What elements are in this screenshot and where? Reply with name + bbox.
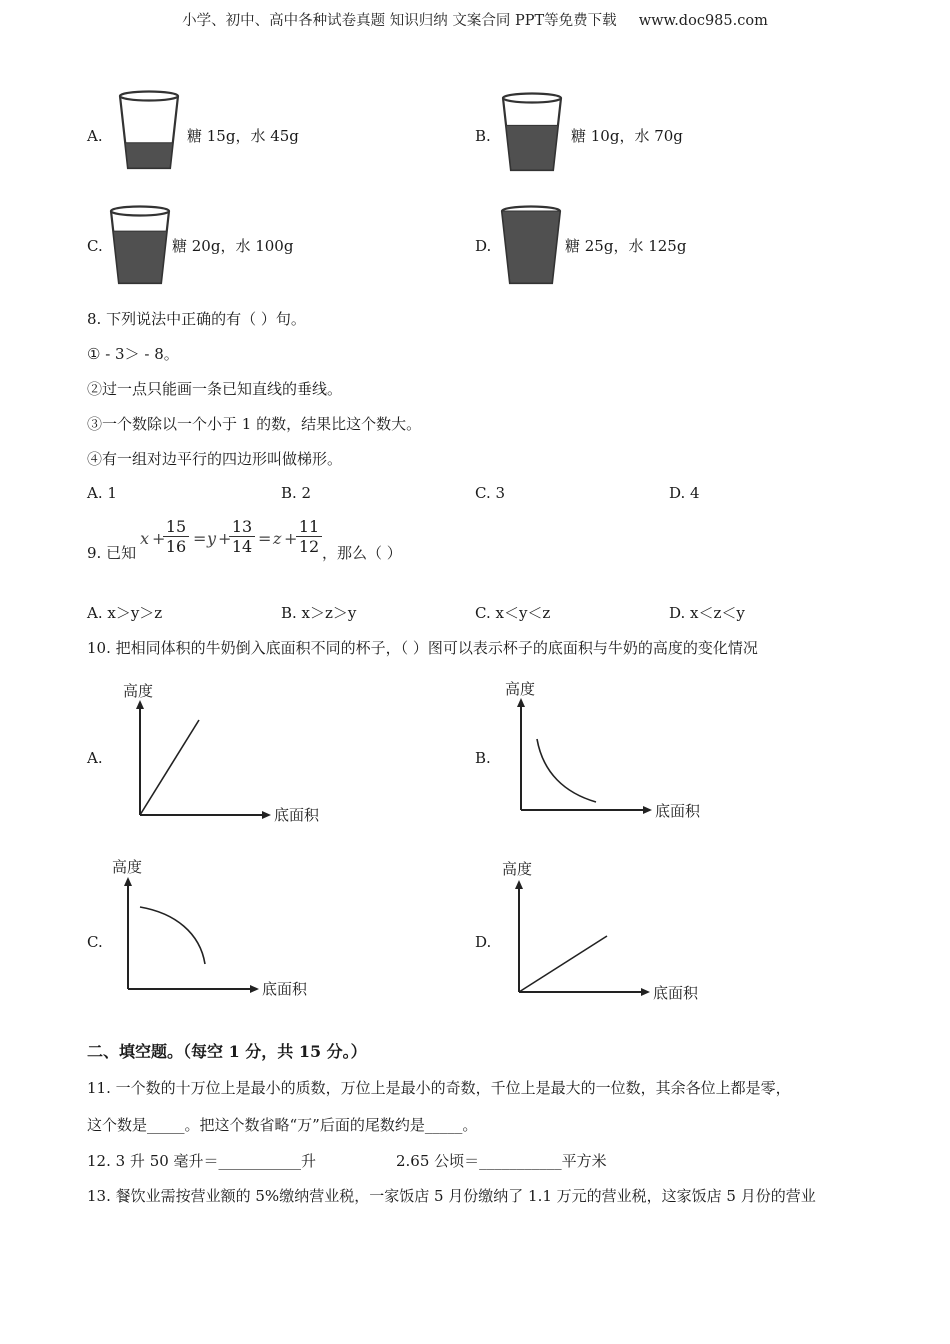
q11-line-2: 这个数是_____。把这个数省略“万”后面的尾数约是_____。: [87, 1116, 478, 1134]
cup-b-icon: [500, 92, 564, 174]
graph-d-y-label: 高度: [502, 860, 533, 878]
eq-equals-1: =: [193, 529, 207, 548]
q7-option-a-letter: A.: [87, 127, 103, 145]
frac1-num: 15: [165, 517, 187, 536]
q7-option-b-letter: B.: [475, 127, 491, 145]
header-text: 小学、初中、高中各种试卷真题 知识归纳 文案合同 PPT等免费下载: [182, 13, 617, 29]
eq-z: z: [273, 529, 282, 548]
q12-part-1: 12. 3 升 50 毫升＝___________升: [87, 1152, 317, 1170]
frac3-den: 12: [296, 536, 322, 557]
q7-option-d-letter: D.: [475, 237, 492, 255]
q10-stem: 10. 把相同体积的牛奶倒入底面积不同的杯子，（ ）图可以表示杯子的底面积与牛奶的高度的变化情况: [87, 639, 758, 657]
q12-part-2: 2.65 公顷＝___________平方米: [396, 1152, 607, 1170]
graph-b-y-label: 高度: [505, 680, 536, 698]
header-site: www.doc985.com: [638, 13, 768, 29]
frac1-den: 16: [163, 536, 189, 557]
frac2-den: 14: [229, 536, 255, 557]
frac3-num: 11: [298, 517, 320, 536]
cup-b-milk: [506, 125, 558, 170]
q8-option-a: A. 1: [87, 484, 117, 502]
q8-statement-4: ④有一组对边平行的四边形叫做梯形。: [87, 450, 343, 468]
q9-option-c: C. x＜y＜z: [475, 604, 551, 622]
cup-a-icon: [117, 90, 181, 172]
section-2-title: 二、填空题。（每空 1 分，共 15 分。）: [87, 1042, 367, 1061]
graph-c-y-label: 高度: [112, 858, 143, 876]
q7-option-b-label: 糖 10g，水 70g: [571, 127, 683, 145]
q8-option-d: D. 4: [669, 484, 700, 502]
cup-d-milk: [502, 211, 560, 283]
q10-option-c: C.: [87, 933, 103, 951]
graph-b: [497, 677, 727, 827]
q8-statement-3: ③一个数除以一个小于 1 的数，结果比这个数大。: [87, 415, 422, 433]
frac-13-14: [229, 518, 255, 557]
q8-option-c: C. 3: [475, 484, 506, 502]
graph-a: [110, 678, 340, 828]
frac2-num: 13: [231, 517, 253, 536]
q9-suffix: ，那么（ ）: [322, 544, 402, 562]
q8-option-b: B. 2: [281, 484, 312, 502]
q9-prefix: 9. 已知: [87, 544, 137, 562]
graph-a-x-label: 底面积: [274, 806, 320, 824]
eq-plus-2: +: [218, 529, 232, 548]
q8-statement-1: ① - 3＞ - 8。: [87, 345, 179, 363]
graph-a-y-label: 高度: [123, 682, 154, 700]
q11-line-1: 11. 一个数的十万位上是最小的质数，万位上是最小的奇数，千位上是最大的一位数，其余各位上都是零，: [87, 1079, 791, 1097]
eq-equals-2: =: [258, 529, 272, 548]
eq-plus-3: +: [284, 529, 298, 548]
q9-option-b: B. x＞z＞y: [281, 604, 357, 622]
q10-option-d: D.: [475, 933, 492, 951]
page-header: [0, 14, 950, 29]
q10-option-b: B.: [475, 749, 491, 767]
graph-b-curve: [537, 739, 596, 802]
cup-a-milk: [125, 143, 173, 168]
graph-d-x-label: 底面积: [653, 984, 699, 1002]
q7-option-c-label: 糖 20g，水 100g: [172, 237, 294, 255]
q13-line-1: 13. 餐饮业需按营业额的 5%缴纳营业税，一家饭店 5 月份缴纳了 1.1 万元的营业税，这家饭店 5 月份的营业: [87, 1187, 816, 1205]
q7-option-a-label: 糖 15g，水 45g: [187, 127, 299, 145]
graph-d: [497, 857, 727, 1007]
q10-option-a: A.: [87, 749, 103, 767]
q9-option-a: A. x＞y＞z: [87, 604, 163, 622]
cup-c-icon: [108, 205, 172, 287]
eq-y: y: [207, 529, 217, 548]
q7-option-d-label: 糖 25g，水 125g: [565, 237, 687, 255]
graph-c: [100, 855, 330, 1005]
eq-plus-1: +: [152, 529, 166, 548]
graph-d-curve: [519, 936, 607, 992]
q8-statement-2: ②过一点只能画一条已知直线的垂线。: [87, 380, 343, 398]
q9-option-d: D. x＜z＜y: [669, 604, 745, 622]
graph-c-x-label: 底面积: [262, 980, 308, 998]
graph-b-x-label: 底面积: [655, 802, 701, 820]
eq-x: x: [140, 529, 150, 548]
q8-stem: 8. 下列说法中正确的有（ ）句。: [87, 310, 306, 328]
frac-15-16: [163, 518, 189, 557]
graph-a-curve: [140, 720, 199, 815]
frac-11-12: [296, 518, 322, 557]
cup-d-icon: [499, 205, 563, 287]
graph-c-curve: [140, 907, 205, 964]
cup-c-milk: [113, 231, 167, 283]
q7-option-c-letter: C.: [87, 237, 103, 255]
